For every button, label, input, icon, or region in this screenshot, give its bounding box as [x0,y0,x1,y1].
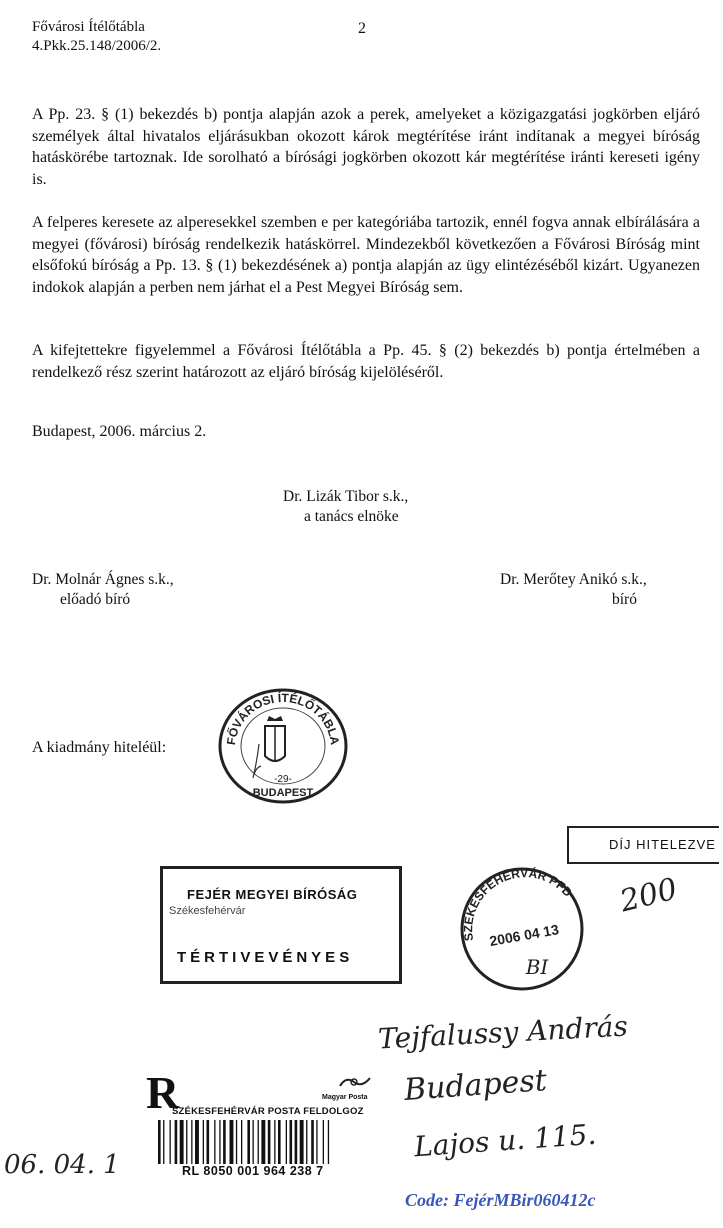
court-seal-ring-text: FŐVÁROSI ÍTÉLŐTÁBLA [224,690,342,746]
barcode-bar [236,1120,237,1164]
barcode-graphic [158,1120,382,1164]
fee-stamp [567,826,719,864]
barcode-bar [203,1120,204,1164]
barcode-bar [316,1120,317,1164]
reporter-judge-name: Dr. Molnár Ágnes s.k., [32,571,174,588]
date-line: Budapest, 2006. március 2. [32,423,207,440]
barcode-bar [191,1120,192,1164]
barcode-bar [158,1120,161,1164]
barcode-bar [286,1120,287,1164]
barcode-number: RL 8050 001 964 238 7 [182,1164,324,1178]
barcode-bar [170,1120,171,1164]
court-seal [215,686,350,806]
barcode-bar [323,1120,324,1164]
post-office-name: SZÉKESFEHÉRVÁR POSTA FELDOLGOZ [172,1106,364,1117]
barcode-bar [247,1120,250,1164]
paragraph-jurisdiction: A Pp. 23. § (1) bekezdés b) pontja alapján azok a perek, amelyeket a közigazgatási jogkörben eljáró személyek által hivatalos eljárásukban okozott károk megtérítése iránt indítanak a megyei bíróság hatáskörébe tartoznak. Ide sorolható a bírósági jogkörben okozott kár megtérítése iránti kereseti igény is. [32,106,700,188]
barcode-bar [163,1120,164,1164]
barcode-bar [223,1120,226,1164]
barcode-bar [290,1120,293,1164]
footer-code: Code: FejérMBir060412c [405,1190,596,1210]
barcode-bar [186,1120,187,1164]
post-office-stamp-graphic [455,862,590,997]
paragraph-decision: A kifejtettekre figyelemmel a Fővárosi Ítélőtábla a Pp. 45. § (2) bekezdés b) pontja értelmében a rendelkező rész szerint határozott az eljáró bíróság kijelöléséről. [32,342,700,381]
barcode-bar [306,1120,307,1164]
barcode [158,1120,382,1164]
judge-name: Dr. Merőtey Anikó s.k., [500,571,647,588]
barcode-bar [328,1120,329,1164]
barcode-bar [268,1120,271,1164]
barcode-bar [261,1120,265,1164]
fee-stamp-text: DÍJ HITELEZVE [609,837,716,852]
barcode-bar [214,1120,215,1164]
president-role: a tanács elnöke [304,508,399,525]
judge-role: bíró [612,591,637,608]
court-seal-number: -29- [274,774,292,785]
paragraph-plaintiff: A felperes keresete az alperesekkel szemben e per kategóriába tartozik, ennél fogva annak elbírálására a megyei (fővárosi) bíróság rendelkezik hatáskörrel. Mindezekből következően a Fővárosi Bíróság mint elsőfokú bíróság a Pp. 13. § (1) bekezdésének a) pontja alapján az ügy elintézéséből kizárt. Ugyanezen indokok alapján a perben nem járhat el a Pest Megyei Bíróság sem. [32,214,700,296]
barcode-bar [175,1120,178,1164]
barcode-bar [180,1120,184,1164]
fejer-stamp-line3: TÉRTIVEVÉNYES [177,949,354,966]
handwritten-date-mark: 06. 04. 1 [4,1150,120,1180]
barcode-bar [230,1120,234,1164]
post-stamp-ring-text: SZÉKESFEHÉRVÁR PFD [461,866,575,942]
barcode-bar [295,1120,298,1164]
barcode-bar [278,1120,281,1164]
barcode-bar [207,1120,210,1164]
barcode-bar [241,1120,242,1164]
post-office-stamp [455,862,590,997]
registered-mail-label [146,1067,396,1182]
fejer-stamp-line2: Székesfehérvár [169,905,246,917]
court-seal-city: BUDAPEST [252,787,314,799]
handwritten-street: Lajos u. 115. [413,1117,598,1164]
fejer-stamp-line1: FEJÉR MEGYEI BÍRÓSÁG [187,887,358,902]
handwritten-addressee: Tejfalussy András [377,1009,629,1056]
barcode-bar [253,1120,254,1164]
post-stamp-code: BI [525,955,549,979]
reporter-judge-role: előadó bíró [60,591,131,608]
barcode-bar [258,1120,259,1164]
posthorn-icon [336,1074,374,1092]
magyar-posta-text: Magyar Posta [322,1094,368,1101]
handwritten-city: Budapest [402,1063,548,1108]
case-number: 4.Pkk.25.148/2006/2. [32,38,162,54]
barcode-bar [219,1120,220,1164]
court-name: Fővárosi Ítélőtábla [32,19,145,35]
certification-label: A kiadmány hiteléül: [32,739,167,756]
barcode-bar [300,1120,304,1164]
court-seal-graphic [215,686,350,806]
barcode-bar [274,1120,275,1164]
page-number: 2 [358,20,366,37]
barcode-bar [195,1120,199,1164]
handwritten-fee-note: 200 [616,871,681,920]
post-stamp-date: 2006 04 13 [488,921,561,950]
registered-letter: R [146,1067,180,1118]
president-name: Dr. Lizák Tibor s.k., [283,488,409,505]
barcode-bar [311,1120,314,1164]
fejer-court-stamp [160,866,402,984]
